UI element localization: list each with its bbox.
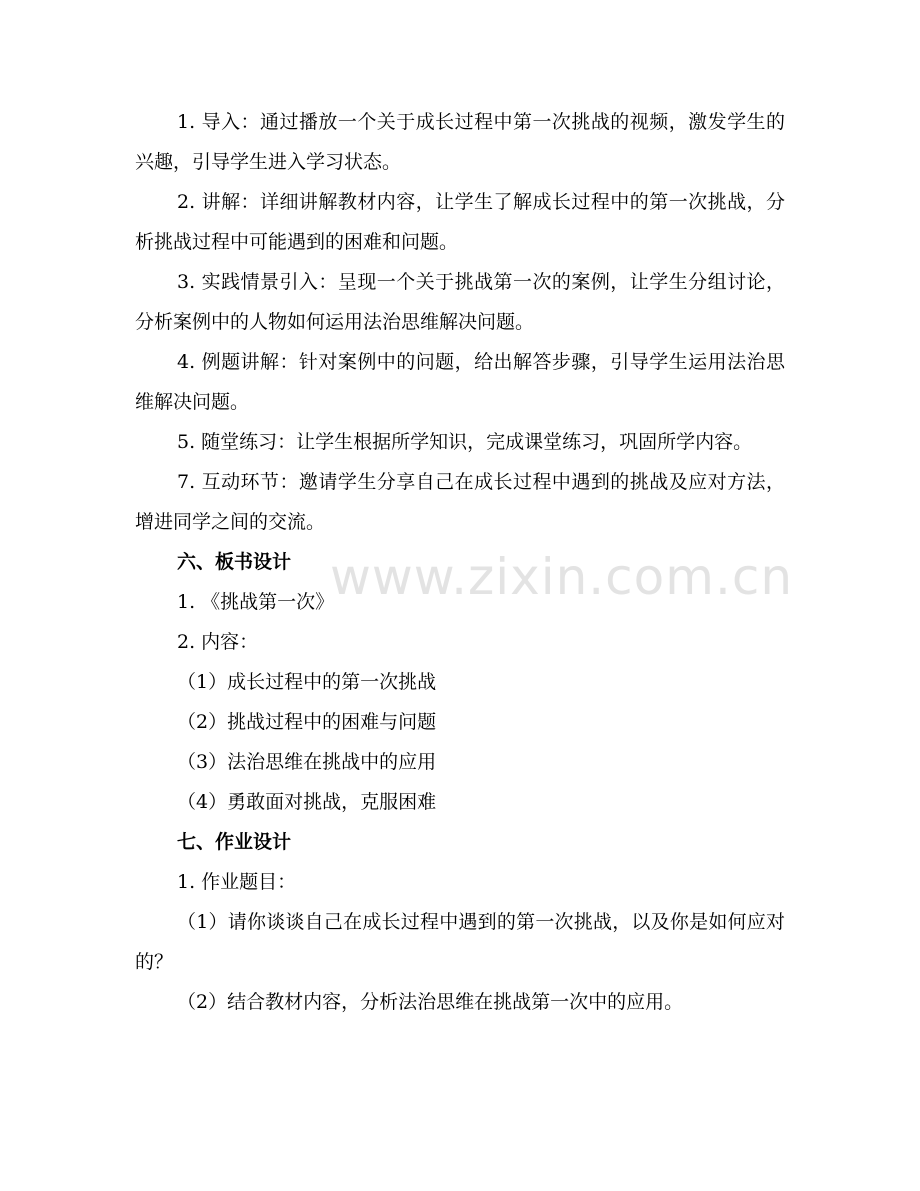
step-5: 5. 随堂练习：让学生根据所学知识，完成课堂练习，巩固所学内容。 — [177, 431, 753, 453]
homework-sub-item-2: （2）结合教材内容，分析法治思维在挑战第一次中的应用。 — [177, 991, 684, 1013]
watermark: www.zixin.com.cn — [330, 548, 794, 606]
step-2: 2. 讲解：详细讲解教材内容，让学生了解成长过程中的第一次挑战，分析挑战过程中可能遇到的困难和问题。 — [135, 191, 785, 253]
step-1: 1. 导入：通过播放一个关于成长过程中第一次挑战的视频，激发学生的兴趣，引导学生进入学习状态。 — [135, 111, 785, 173]
step-3: 3. 实践情景引入：呈现一个关于挑战第一次的案例，让学生分组讨论，分析案例中的人物如何运用法治思维解决问题。 — [135, 271, 785, 333]
board-sub-item-3: （3）法治思维在挑战中的应用 — [177, 751, 437, 773]
board-item-2: 2. 内容： — [177, 631, 259, 653]
board-sub-item-2: （2）挑战过程中的困难与问题 — [177, 711, 437, 733]
section-heading-board-design: 六、板书设计 — [177, 551, 292, 573]
section-heading-homework: 七、作业设计 — [177, 831, 292, 853]
homework-item-1: 1. 作业题目： — [177, 871, 297, 893]
step-4: 4. 例题讲解：针对案例中的问题，给出解答步骤，引导学生运用法治思维解决问题。 — [135, 351, 785, 413]
homework-sub-item-1: （1）请你谈谈自己在成长过程中遇到的第一次挑战，以及你是如何应对的？ — [135, 911, 785, 973]
board-sub-item-4: （4）勇敢面对挑战，克服困难 — [177, 791, 437, 813]
step-7: 7. 互动环节：邀请学生分享自己在成长过程中遇到的挑战及应对方法，增进同学之间的交流。 — [135, 471, 785, 533]
board-item-1: 1. 《挑战第一次》 — [177, 591, 335, 613]
board-sub-item-1: （1）成长过程中的第一次挑战 — [177, 671, 437, 693]
document-page — [135, 102, 785, 1022]
